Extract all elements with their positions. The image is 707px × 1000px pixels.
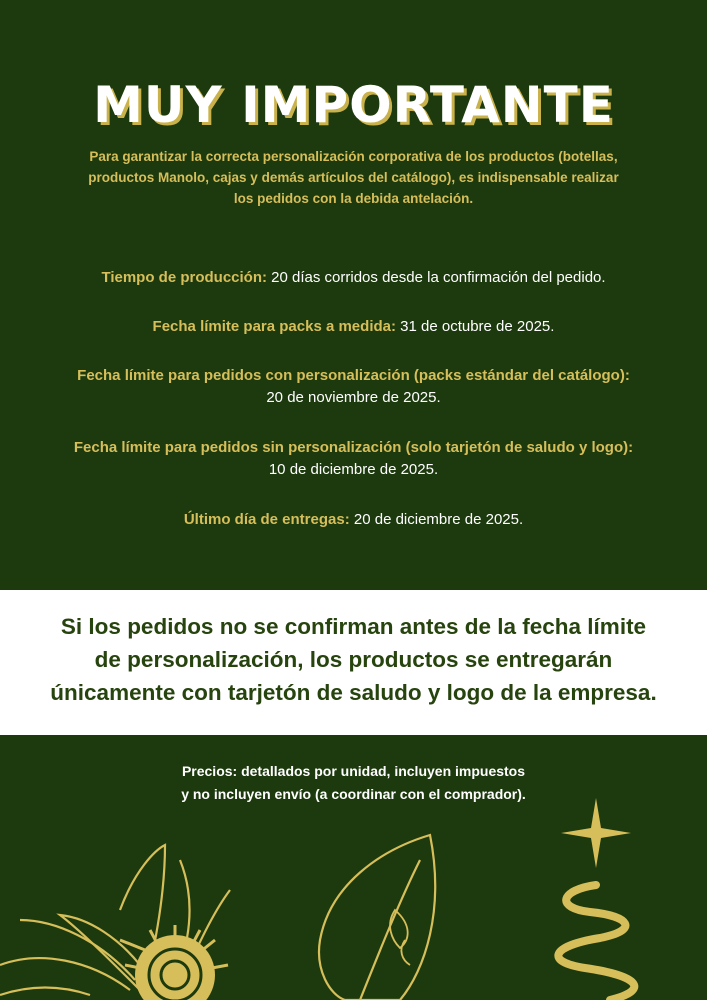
info-personalized-deadline bbox=[40, 365, 667, 409]
info-label: Fecha límite para pedidos sin personalización (solo tarjetón de saludo y logo): bbox=[73, 439, 634, 456]
notice-line: únicamente con tarjetón de saludo y logo de la empresa. bbox=[50, 680, 657, 705]
notice-band bbox=[0, 590, 707, 735]
info-label: Último día de entregas: bbox=[183, 511, 350, 528]
info-value: 10 de diciembre de 2025. bbox=[268, 461, 439, 478]
info-production-time bbox=[40, 267, 667, 289]
star-icon bbox=[561, 798, 631, 868]
intro-line: Para garantizar la correcta personalización corporativa de los productos (botellas, bbox=[89, 149, 618, 164]
info-value: 31 de octubre de 2025. bbox=[395, 318, 555, 335]
info-non-personalized-deadline bbox=[40, 437, 667, 481]
prices-line: y no incluyen envío (a coordinar con el comprador). bbox=[181, 786, 526, 802]
intro-line: productos Manolo, cajas y demás artículos del catálogo), es indispensable realizar bbox=[88, 170, 619, 185]
info-last-delivery-day bbox=[40, 509, 667, 531]
intro-line: los pedidos con la debida antelación. bbox=[233, 191, 474, 206]
info-label: Fecha límite para pedidos con personalización (packs estándar del catálogo): bbox=[77, 367, 630, 384]
leaf-icon bbox=[319, 835, 435, 1000]
notice-text bbox=[30, 610, 677, 709]
info-label: Tiempo de producción: bbox=[101, 269, 268, 286]
info-custom-packs-deadline bbox=[40, 316, 667, 338]
notice-line: Si los pedidos no se confirman antes de la fecha límite bbox=[60, 614, 647, 639]
intro-paragraph bbox=[60, 146, 647, 209]
page-title: MUY IMPORTANTE bbox=[93, 76, 614, 134]
notice-line: de personalización, los productos se entregarán bbox=[94, 647, 613, 672]
info-value: 20 de diciembre de 2025. bbox=[349, 511, 524, 528]
christmas-tree-icon bbox=[558, 885, 634, 1000]
passion-flower-icon bbox=[0, 845, 230, 1000]
info-label: Fecha límite para packs a medida: bbox=[152, 318, 396, 335]
prices-line: Precios: detallados por unidad, incluyen impuestos bbox=[181, 763, 526, 779]
info-value: 20 días corridos desde la confirmación del pedido. bbox=[267, 269, 606, 286]
decorations bbox=[0, 790, 707, 1000]
info-value: 20 de noviembre de 2025. bbox=[266, 389, 441, 406]
